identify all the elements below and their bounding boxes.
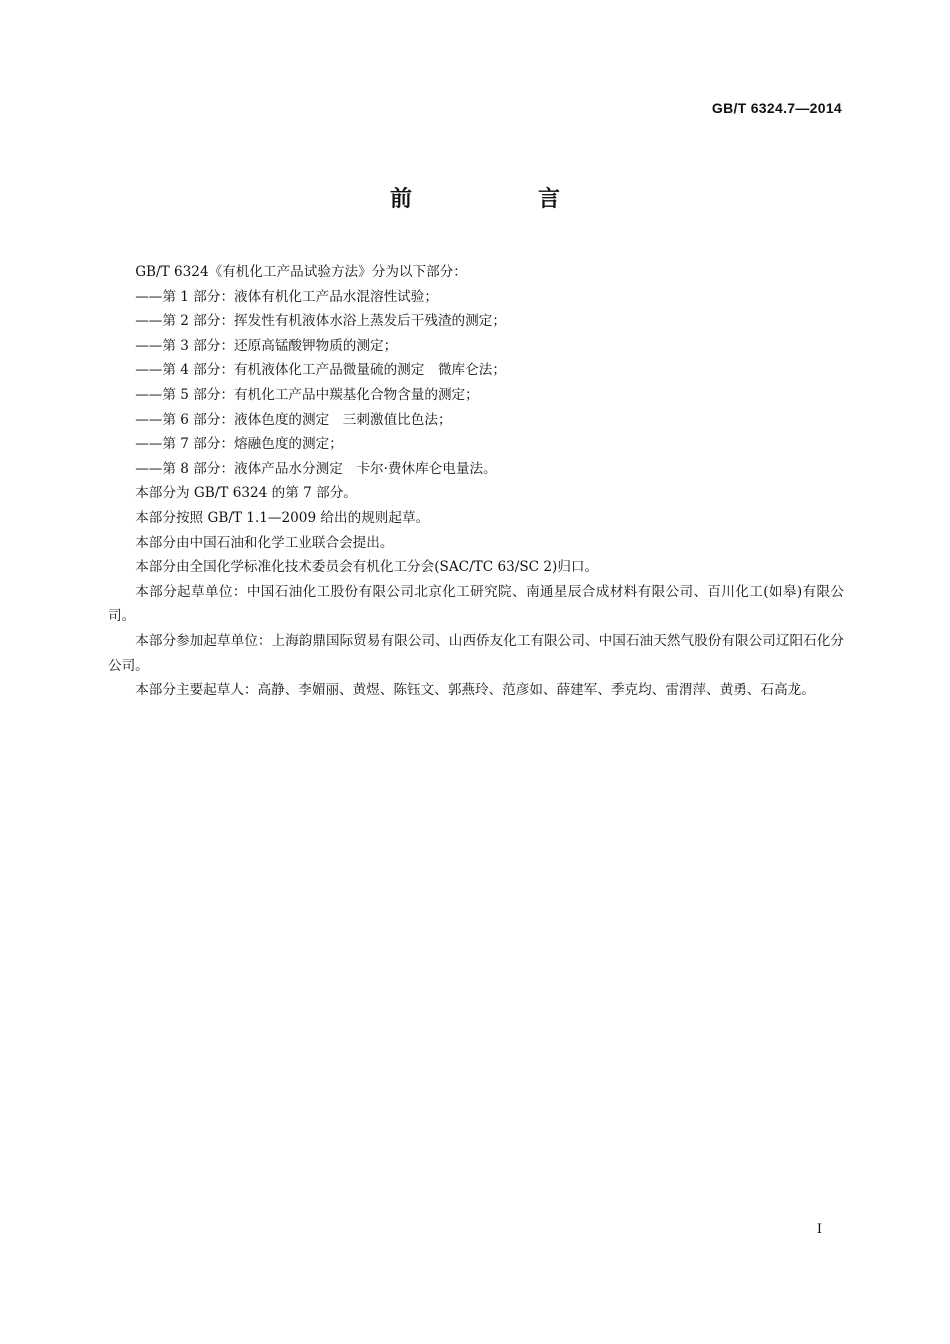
part-item-3: ——第 3 部分：还原高锰酸钾物质的测定；	[135, 337, 398, 354]
standard-code: GB/T 6324.7—2014	[711, 100, 842, 116]
part-item-7: ——第 7 部分：熔融色度的测定；	[135, 436, 343, 453]
paragraph-committee: 本部分由全国化学标准化技术委员会有机化工分会(SAC/TC 63/SC 2)归口。	[135, 559, 599, 576]
page-title: 前 言	[389, 187, 612, 212]
part-item-6: ——第 6 部分：液体色度的测定 三刺激值比色法；	[135, 411, 452, 428]
paragraph-proposer: 本部分由中国石油和化学工业联合会提出。	[135, 534, 394, 551]
paragraph-drafting-units: 本部分起草单位：中国石油化工股份有限公司北京化工研究院、南通星辰合成材料有限公司、百川化工(如皋)有限公司。	[108, 583, 844, 625]
paragraph-participating-units: 本部分参加起草单位：上海韵鼎国际贸易有限公司、山西侨友化工有限公司、中国石油天然气股份有限公司辽阳石化分公司。	[108, 632, 844, 674]
part-item-1: ——第 1 部分：液体有机化工产品水混溶性试验；	[135, 288, 438, 305]
paragraph-part-number: 本部分为 GB/T 6324 的第 7 部分。	[135, 485, 357, 502]
part-item-2: ——第 2 部分：挥发性有机液体水浴上蒸发后干残渣的测定；	[135, 313, 506, 330]
document-body	[108, 260, 844, 703]
page-number: I	[816, 1222, 822, 1237]
part-item-4: ——第 4 部分：有机液体化工产品微量硫的测定 微库仑法；	[135, 362, 506, 379]
part-item-8: ——第 8 部分：液体产品水分测定 卡尔·费休库仑电量法。	[135, 460, 497, 477]
paragraph-main-drafters: 本部分主要起草人：高静、李媚丽、黄煜、陈钰文、郭燕玲、范彦如、薛建军、季克均、雷渭萍、黄勇、石高龙。	[135, 682, 815, 699]
paragraph-drafting-rules: 本部分按照 GB/T 1.1—2009 给出的规则起草。	[135, 509, 430, 526]
intro-paragraph: GB/T 6324《有机化工产品试验方法》分为以下部分：	[135, 264, 467, 280]
part-item-5: ——第 5 部分：有机化工产品中羰基化合物含量的测定；	[135, 386, 479, 403]
